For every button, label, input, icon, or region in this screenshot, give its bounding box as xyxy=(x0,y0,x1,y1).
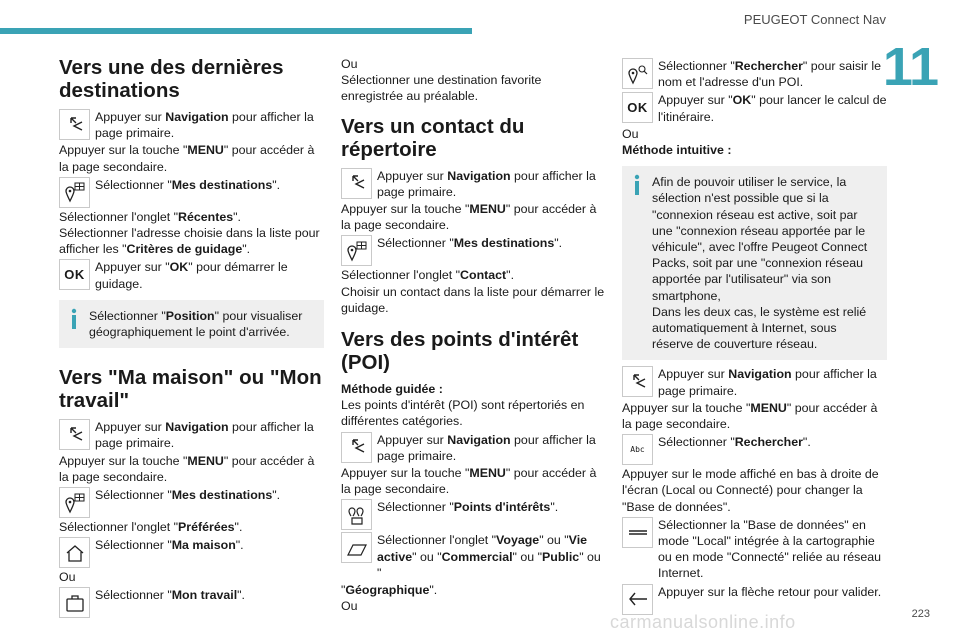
navigation-icon xyxy=(59,109,90,140)
step-poi: Sélectionner "Points d'intérêts". xyxy=(341,499,606,530)
step-menu: Appuyer sur la touche "MENU" pour accéder à la page secondaire. xyxy=(59,453,315,484)
poi-text: Les points d'intérêt (POI) sont répertoriés en différentes catégories. xyxy=(341,398,585,429)
header-accent-bar xyxy=(0,28,472,34)
header-title: PEUGEOT Connect Nav xyxy=(743,12,886,27)
step-navigation: Appuyer sur Navigation pour afficher la page primaire. xyxy=(59,419,324,451)
step-menu: Appuyer sur la touche "MENU" pour accéder à la page secondaire. xyxy=(59,143,315,174)
step-navigation: Appuyer sur Navigation pour afficher la page primaire. xyxy=(341,168,606,200)
intuitive-method-label: Méthode intuitive : xyxy=(622,143,732,158)
briefcase-icon xyxy=(59,587,90,618)
home-icon xyxy=(59,537,90,568)
step-choose: Sélectionner l'adresse choisie dans la liste pour afficher les "Critères de guidage". xyxy=(59,226,320,257)
step-back: Appuyer sur la flèche retour pour valider. xyxy=(622,584,887,615)
step-search-keyboard: Abc Sélectionner "Rechercher". xyxy=(622,434,887,465)
page-number: 223 xyxy=(911,608,930,620)
poi-tab-cont: "Géographique". xyxy=(341,583,438,598)
step-menu: Appuyer sur la touche "MENU" pour accéder à la page secondaire. xyxy=(341,466,597,497)
step-home: Sélectionner "Ma maison". xyxy=(59,537,324,568)
info-icon xyxy=(626,174,648,352)
step-ok: OK Appuyer sur "OK" pour lancer le calcul de l'itinéraire. xyxy=(622,92,887,124)
poi-icon xyxy=(341,499,372,530)
step-menu: Appuyer sur la touche "MENU" pour accéder à la page secondaire. xyxy=(622,400,878,432)
step-ok: OK Appuyer sur "OK" pour démarrer le guidage. xyxy=(59,259,324,291)
heading-contact: Vers un contact du répertoire xyxy=(341,114,525,161)
or-text: Ou xyxy=(59,570,76,585)
guided-method-label: Méthode guidée : xyxy=(341,382,443,397)
step-tab: Sélectionner l'onglet "Préférées". xyxy=(59,520,243,535)
step-destinations: Sélectionner "Mes destinations". xyxy=(59,177,324,208)
info-icon xyxy=(63,308,85,340)
keyboard-icon: Abc xyxy=(622,434,653,465)
step-destinations: Sélectionner "Mes destinations". xyxy=(341,235,606,266)
heading-home-work: Vers "Ma maison" ou "Mon travail" xyxy=(59,366,322,413)
favorite-text: Sélectionner une destination favorite enregistrée au préalable. xyxy=(341,73,542,104)
step-tab: Sélectionner l'onglet "Contact". xyxy=(341,268,515,283)
column-2 xyxy=(341,56,606,614)
step-navigation: Appuyer sur Navigation pour afficher la page primaire. xyxy=(59,109,324,141)
destinations-icon xyxy=(341,235,372,266)
or-text: Ou xyxy=(622,126,639,141)
info-note: Sélectionner "Position" pour visualiser géographiquement le point d'arrivée. xyxy=(59,300,324,348)
step-search: Sélectionner "Rechercher" pour saisir le nom et l'adresse d'un POI. xyxy=(622,58,887,90)
step-database: Sélectionner la "Base de données" en mode "Local" intégrée à la cartographie ou en mode "Connecté" reliée au réseau Internet. xyxy=(622,517,887,582)
step-work: Sélectionner "Mon travail". xyxy=(59,587,324,618)
database-select-icon xyxy=(622,517,653,548)
watermark: carmanualsonline.info xyxy=(610,612,796,632)
back-arrow-icon xyxy=(622,584,653,615)
navigation-icon xyxy=(341,432,372,463)
navigation-icon xyxy=(59,419,90,450)
step-navigation: Appuyer sur Navigation pour afficher la page primaire. xyxy=(341,432,606,464)
or-text: Ou xyxy=(341,57,358,71)
search-icon xyxy=(622,58,653,89)
info-note: Afin de pouvoir utiliser le service, la sélection n'est possible que si la "connexion réseau est active, soit par une "connexion réseau apportée par le véhicule", avec l'offre Peugeot Connect Packs, soit par une "connexion réseau apportée par l'utilisateur" via son smartphone, Dans les deux cas, le système est relié automatiquement à Internet, sous réserve de couverture réseau. xyxy=(622,166,887,360)
tab-select-icon xyxy=(341,532,372,563)
step-poi-tab: Sélectionner l'onglet "Voyage" ou "Vie active" ou "Commercial" ou "Public" ou " xyxy=(341,532,606,581)
step-tab: Sélectionner l'onglet "Récentes". xyxy=(59,209,241,224)
navigation-icon xyxy=(622,366,653,397)
contact-text: Choisir un contact dans la liste pour démarrer le guidage. xyxy=(341,284,605,315)
chapter-number: 11 xyxy=(882,37,938,97)
step-destinations: Sélectionner "Mes destinations". xyxy=(59,487,324,518)
or-text: Ou xyxy=(341,599,358,614)
heading-poi: Vers des points d'intérêt (POI) xyxy=(341,328,579,375)
ok-icon: OK xyxy=(622,92,653,123)
column-1 xyxy=(59,56,324,619)
destinations-icon xyxy=(59,177,90,208)
navigation-icon xyxy=(341,168,372,199)
destinations-icon xyxy=(59,487,90,518)
mode-text: Appuyer sur le mode affiché en bas à droite de l'écran (Local ou Connecté) pour changer la "Base de données". xyxy=(622,467,879,514)
step-navigation: Appuyer sur Navigation pour afficher la page primaire. xyxy=(622,366,887,398)
heading-recent-destinations: Vers une des dernières destinations xyxy=(59,56,284,102)
column-3 xyxy=(622,56,887,616)
step-menu: Appuyer sur la touche "MENU" pour accéder à la page secondaire. xyxy=(341,202,597,233)
ok-icon: OK xyxy=(59,259,90,290)
